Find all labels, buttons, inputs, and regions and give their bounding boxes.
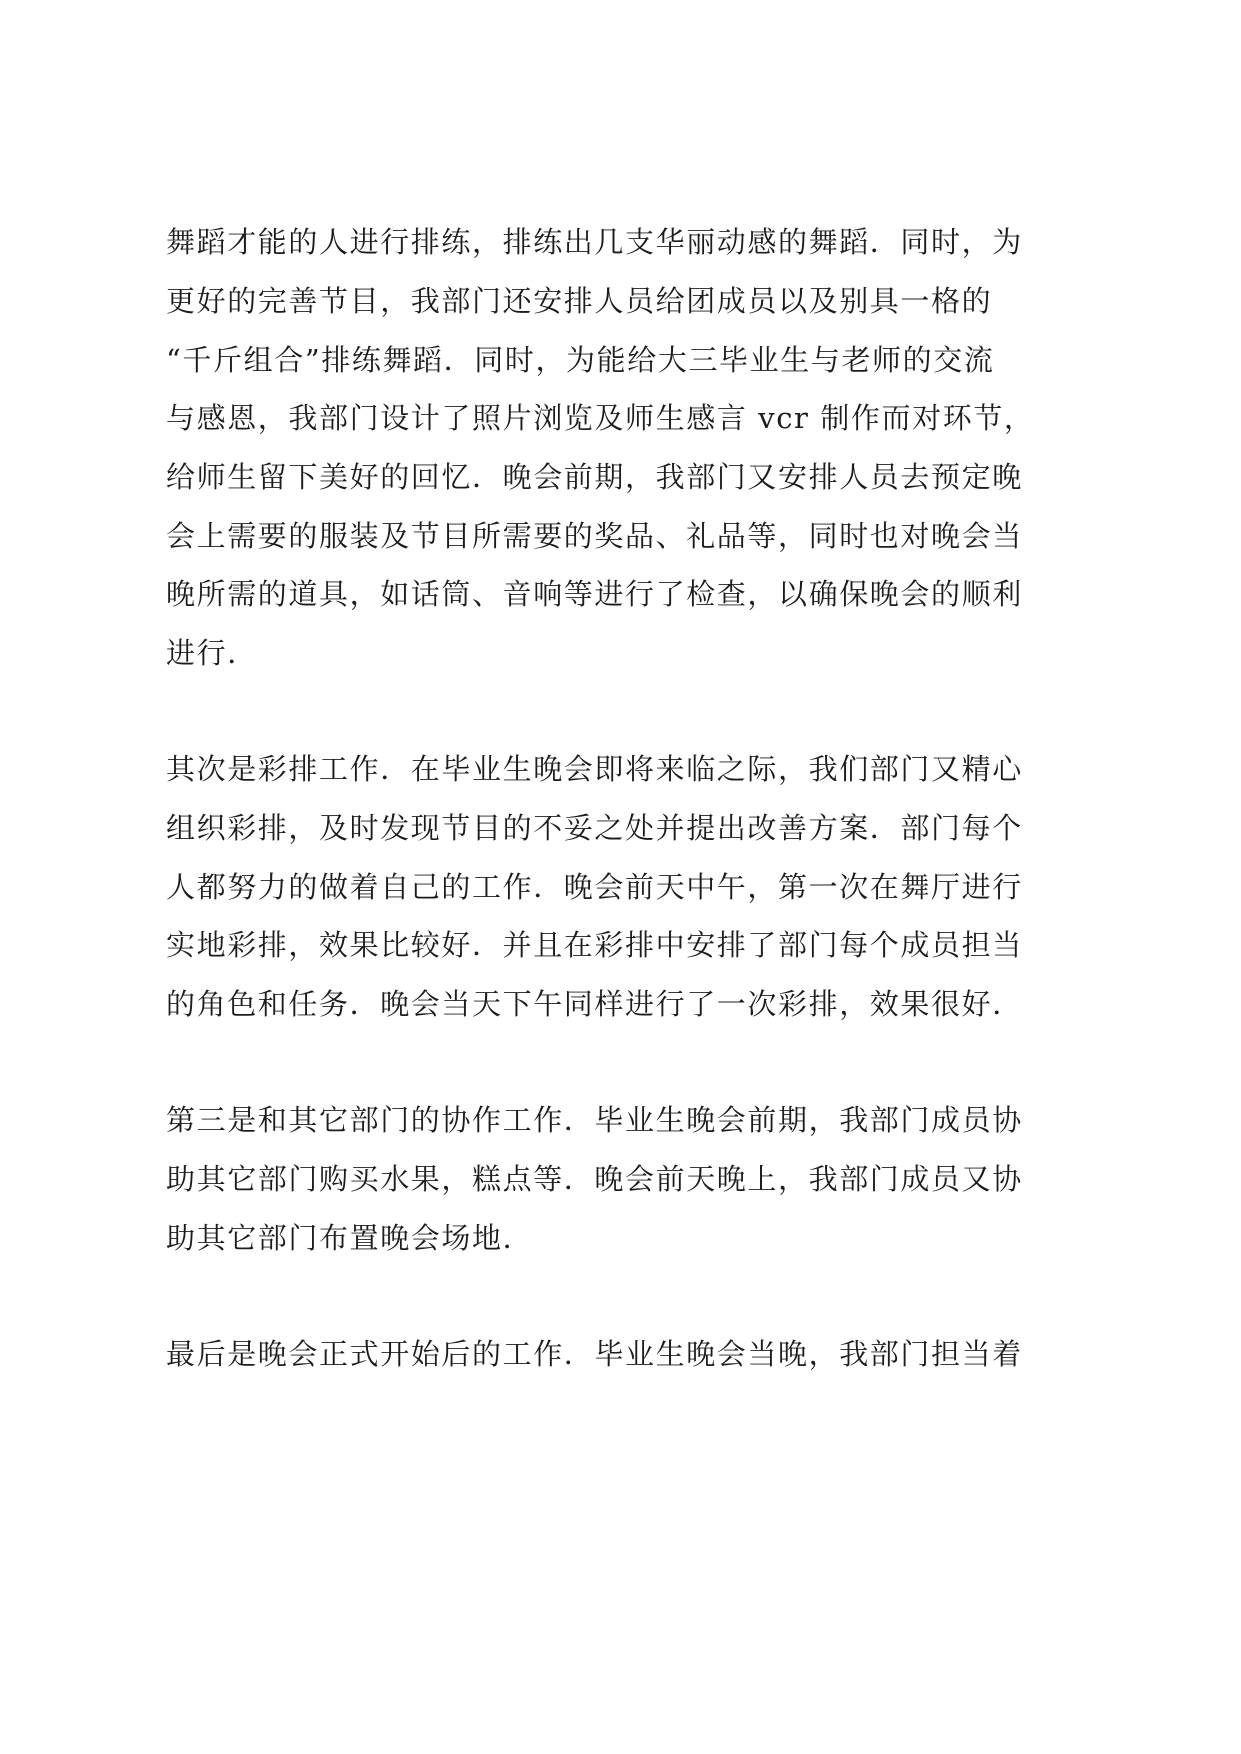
text-line: 的角色和任务．晚会当天下午同样进行了一次彩排，效果很好． bbox=[166, 987, 1023, 1021]
text-line: 人都努力的做着自己的工作．晚会前天中午，第一次在舞厅进行 bbox=[166, 870, 1023, 904]
text-line: 进行． bbox=[166, 636, 258, 670]
text-line: 第三是和其它部门的协作工作．毕业生晚会前期，我部门成员协 bbox=[166, 1103, 1023, 1137]
text-line: 晚所需的道具，如话筒、音响等进行了检查，以确保晚会的顺利 bbox=[166, 577, 1023, 611]
text-line: “千斤组合”排练舞蹈．同时，为能给大三毕业生与老师的交流 bbox=[166, 343, 995, 377]
text-line: 与感恩，我部门设计了照片浏览及师生感言 vcr 制作而对环节， bbox=[166, 401, 1035, 435]
text-line: 组织彩排，及时发现节目的不妥之处并提出改善方案．部门每个 bbox=[166, 811, 1023, 845]
text-line: 其次是彩排工作．在毕业生晚会即将来临之际，我们部门又精心 bbox=[166, 752, 1023, 786]
text-line: 助其它部门购买水果，糕点等．晚会前天晚上，我部门成员又协 bbox=[166, 1162, 1023, 1196]
text-line: 舞蹈才能的人进行排练，排练出几支华丽动感的舞蹈．同时，为 bbox=[166, 225, 1023, 259]
text-line: 最后是晚会正式开始后的工作．毕业生晚会当晚，我部门担当着 bbox=[166, 1337, 1023, 1371]
text-line: 助其它部门布置晚会场地． bbox=[166, 1221, 534, 1255]
text-line: 更好的完善节目，我部门还安排人员给团成员以及别具一格的 bbox=[166, 284, 993, 318]
text-line: 实地彩排，效果比较好．并且在彩排中安排了部门每个成员担当 bbox=[166, 928, 1023, 962]
text-line: 给师生留下美好的回忆．晚会前期，我部门又安排人员去预定晚 bbox=[166, 460, 1023, 494]
text-line: 会上需要的服装及节目所需要的奖品、礼品等，同时也对晚会当 bbox=[166, 519, 1023, 553]
